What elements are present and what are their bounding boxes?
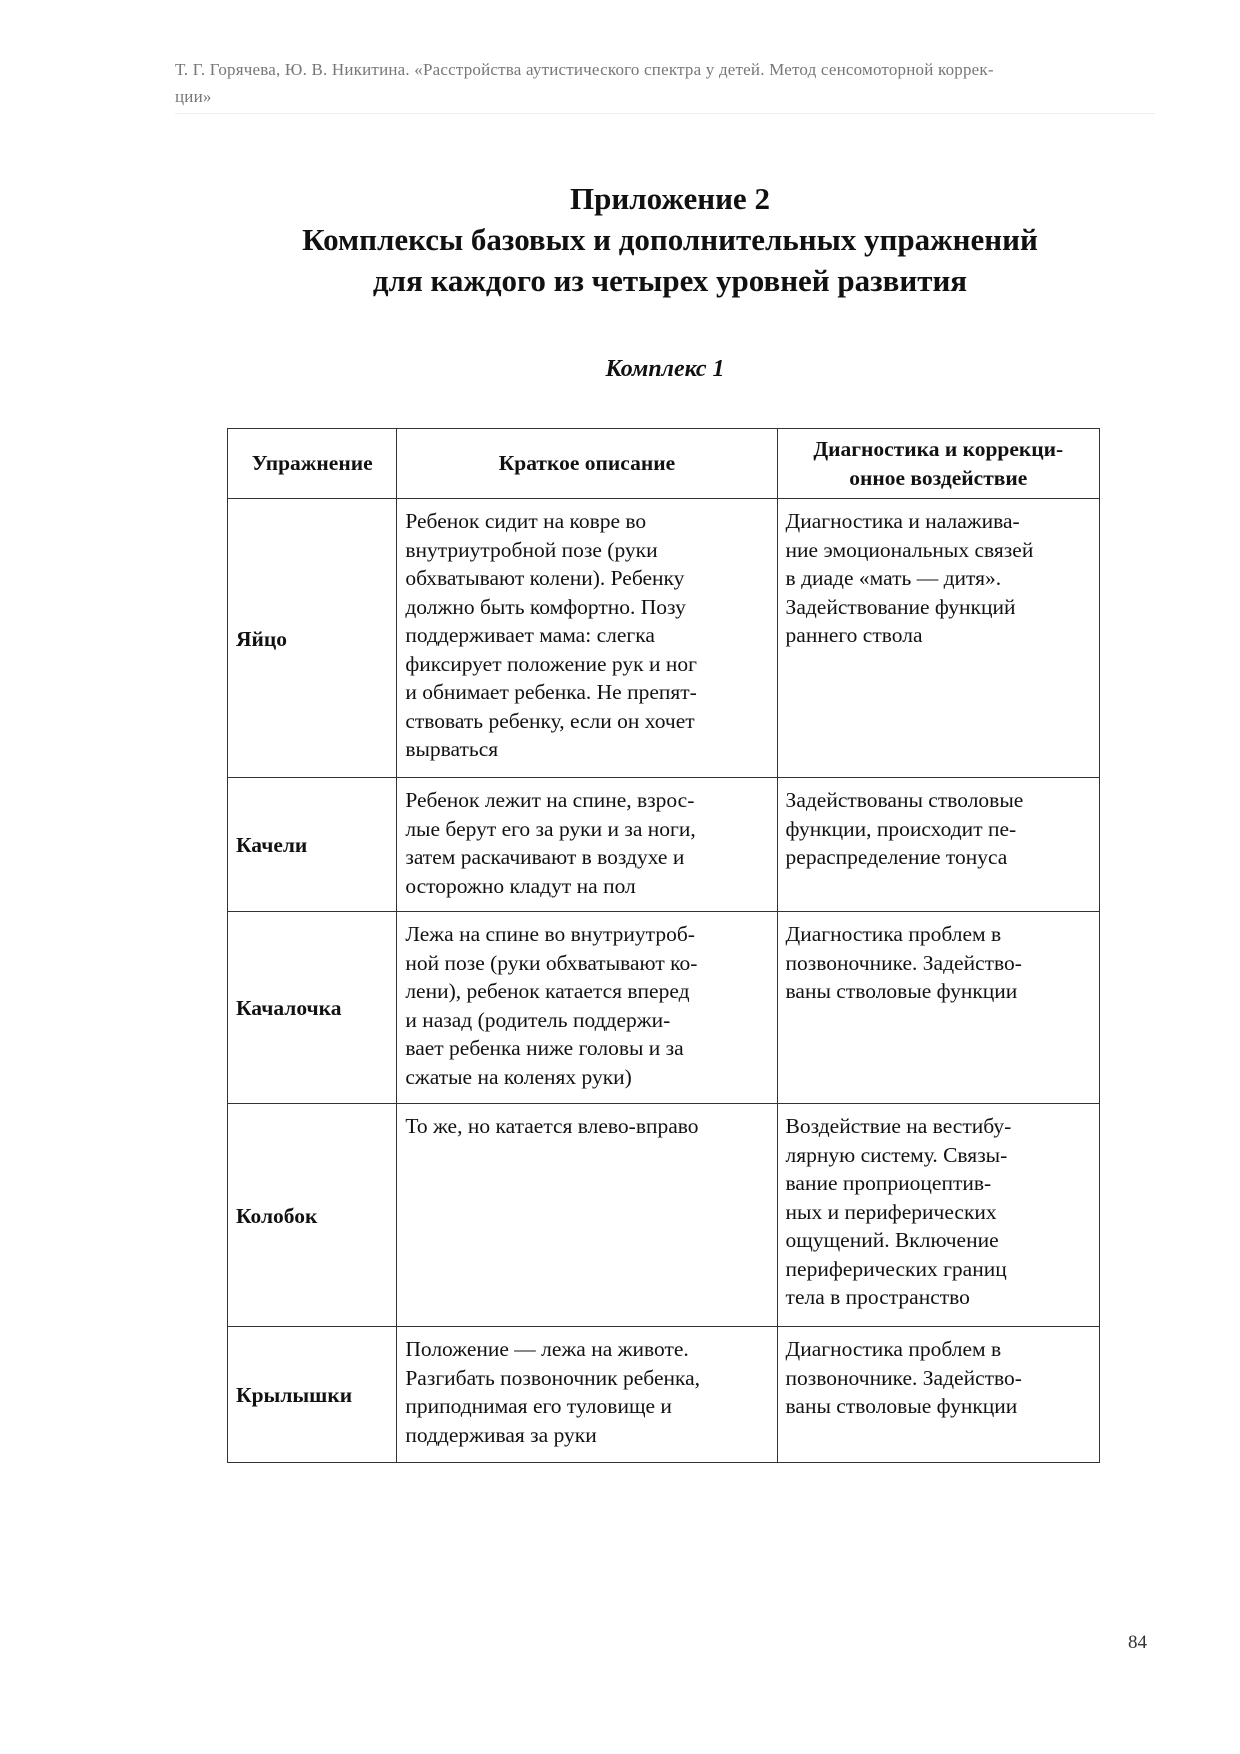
- exercise-name: Качалочка: [228, 912, 397, 1104]
- cell-line: Краткое описание: [498, 451, 676, 476]
- cell-line: и назад (родитель поддержи-: [405, 1007, 671, 1032]
- cell-line: Положение — лежа на животе.: [405, 1337, 689, 1361]
- cell-line: тела в пространство: [785, 1285, 970, 1309]
- cell-line: осторожно кладут на пол: [405, 873, 636, 898]
- cell-line: ваны стволовые функции: [785, 1394, 1018, 1418]
- exercise-description: [397, 778, 777, 912]
- cell-line: рераспределение тонуса: [785, 845, 1008, 869]
- cell-line: ствовать ребенку, если он хочет: [405, 708, 695, 733]
- cell-line: фиксирует положение рук и ног: [405, 651, 697, 676]
- exercise-table: [227, 428, 1100, 1463]
- cell-line: Воздействие на вестибу-: [785, 1114, 1012, 1138]
- exercise-effect: [777, 1104, 1099, 1327]
- cell-line: То же, но катается влево-вправо: [405, 1114, 699, 1138]
- cell-line: лени), ребенок катается вперед: [405, 979, 690, 1003]
- cell-line: обхватывают колени). Ребенку: [405, 566, 685, 590]
- title-line: Приложение 2: [570, 181, 770, 216]
- exercise-name: Крылышки: [228, 1327, 397, 1463]
- page-number: 84: [1128, 1632, 1147, 1653]
- cell-line: ощущений. Включение: [785, 1228, 999, 1252]
- header-divider: [175, 113, 1155, 114]
- cell-line: внутриутробной позе (руки: [405, 537, 658, 562]
- cell-line: Диагностика и коррекци-: [813, 437, 1064, 461]
- exercise-effect: [777, 778, 1099, 912]
- table-row: [228, 499, 1100, 778]
- cell-line: ной позе (руки обхватывают ко-: [405, 950, 698, 975]
- cell-line: вырваться: [405, 737, 499, 761]
- cell-line: онное воздействие: [849, 465, 1028, 490]
- exercise-description: [397, 1327, 777, 1463]
- cell-line: позвоночнике. Задейство-: [785, 950, 1022, 975]
- exercise-description: [397, 912, 777, 1104]
- header-exercise: [228, 429, 397, 499]
- header-effect: [777, 429, 1099, 499]
- cell-line: функции, происходит пе-: [785, 816, 1017, 841]
- cell-line: Задействованы стволовые: [785, 788, 1024, 812]
- cell-line: Ребенок сидит на ковре во: [405, 509, 647, 533]
- running-header-line: Т. Г. Горячева, Ю. В. Никитина. «Расстройства аутистического спектра у детей. Метод сенсомоторной коррек-: [175, 60, 994, 79]
- cell-line: Задействование функций: [785, 594, 1016, 619]
- cell-line: ных и периферических: [785, 1199, 997, 1224]
- cell-line: вает ребенка ниже головы и за: [405, 1036, 684, 1060]
- section-subtitle: Комплекс 1: [605, 356, 725, 382]
- exercise-name: Колобок: [228, 1104, 397, 1327]
- exercise-description: [397, 499, 777, 778]
- cell-line: поддерживая за руки: [405, 1422, 597, 1447]
- cell-line: и обнимает ребенка. Не препят-: [405, 680, 697, 704]
- exercise-effect: [777, 1327, 1099, 1463]
- header-description: [397, 429, 777, 499]
- cell-line: Упражнение: [251, 451, 373, 476]
- running-header: [175, 56, 1165, 110]
- cell-line: сжатые на коленях руки): [405, 1064, 632, 1089]
- table-row: [228, 778, 1100, 912]
- exercise-description: [397, 1104, 777, 1327]
- cell-line: Диагностика проблем в: [785, 1337, 1002, 1361]
- exercise-effect: [777, 912, 1099, 1104]
- table-header-row: [228, 429, 1100, 499]
- title-line: для каждого из четырех уровней развития: [372, 263, 968, 298]
- cell-line: Диагностика и налажива-: [785, 509, 1020, 533]
- cell-line: лярную систему. Связы-: [785, 1142, 1008, 1167]
- cell-line: раннего ствола: [785, 623, 923, 647]
- cell-line: ние эмоциональных связей: [785, 537, 1034, 562]
- cell-line: периферических границ: [785, 1256, 1007, 1281]
- title-line: Комплексы базовых и дополнительных упражнений: [302, 222, 1038, 257]
- table-row: [228, 912, 1100, 1104]
- cell-line: приподнимая его туловище и: [405, 1394, 672, 1418]
- cell-line: ваны стволовые функции: [785, 979, 1018, 1003]
- cell-line: вание проприоцептив-: [785, 1171, 992, 1195]
- cell-line: позвоночнике. Задейство-: [785, 1365, 1022, 1390]
- cell-line: Диагностика проблем в: [785, 922, 1002, 946]
- exercise-effect: [777, 499, 1099, 778]
- cell-line: лые берут его за руки и за ноги,: [405, 816, 696, 841]
- exercise-name: Качели: [228, 778, 397, 912]
- cell-line: должно быть комфортно. Позу: [405, 594, 686, 619]
- exercise-name: Яйцо: [228, 499, 397, 778]
- table-row: [228, 1327, 1100, 1463]
- cell-line: поддерживает мама: слегка: [405, 623, 655, 647]
- cell-line: Разгибать позвоночник ребенка,: [405, 1365, 701, 1390]
- cell-line: затем раскачивают в воздухе и: [405, 845, 685, 869]
- running-header-line: ции»: [175, 87, 212, 106]
- cell-line: Ребенок лежит на спине, взрос-: [405, 788, 695, 812]
- cell-line: Лежа на спине во внутриутроб-: [405, 922, 695, 946]
- table-row: [228, 1104, 1100, 1327]
- cell-line: в диаде «мать — дитя».: [785, 566, 1002, 590]
- page-title: [0, 178, 1240, 301]
